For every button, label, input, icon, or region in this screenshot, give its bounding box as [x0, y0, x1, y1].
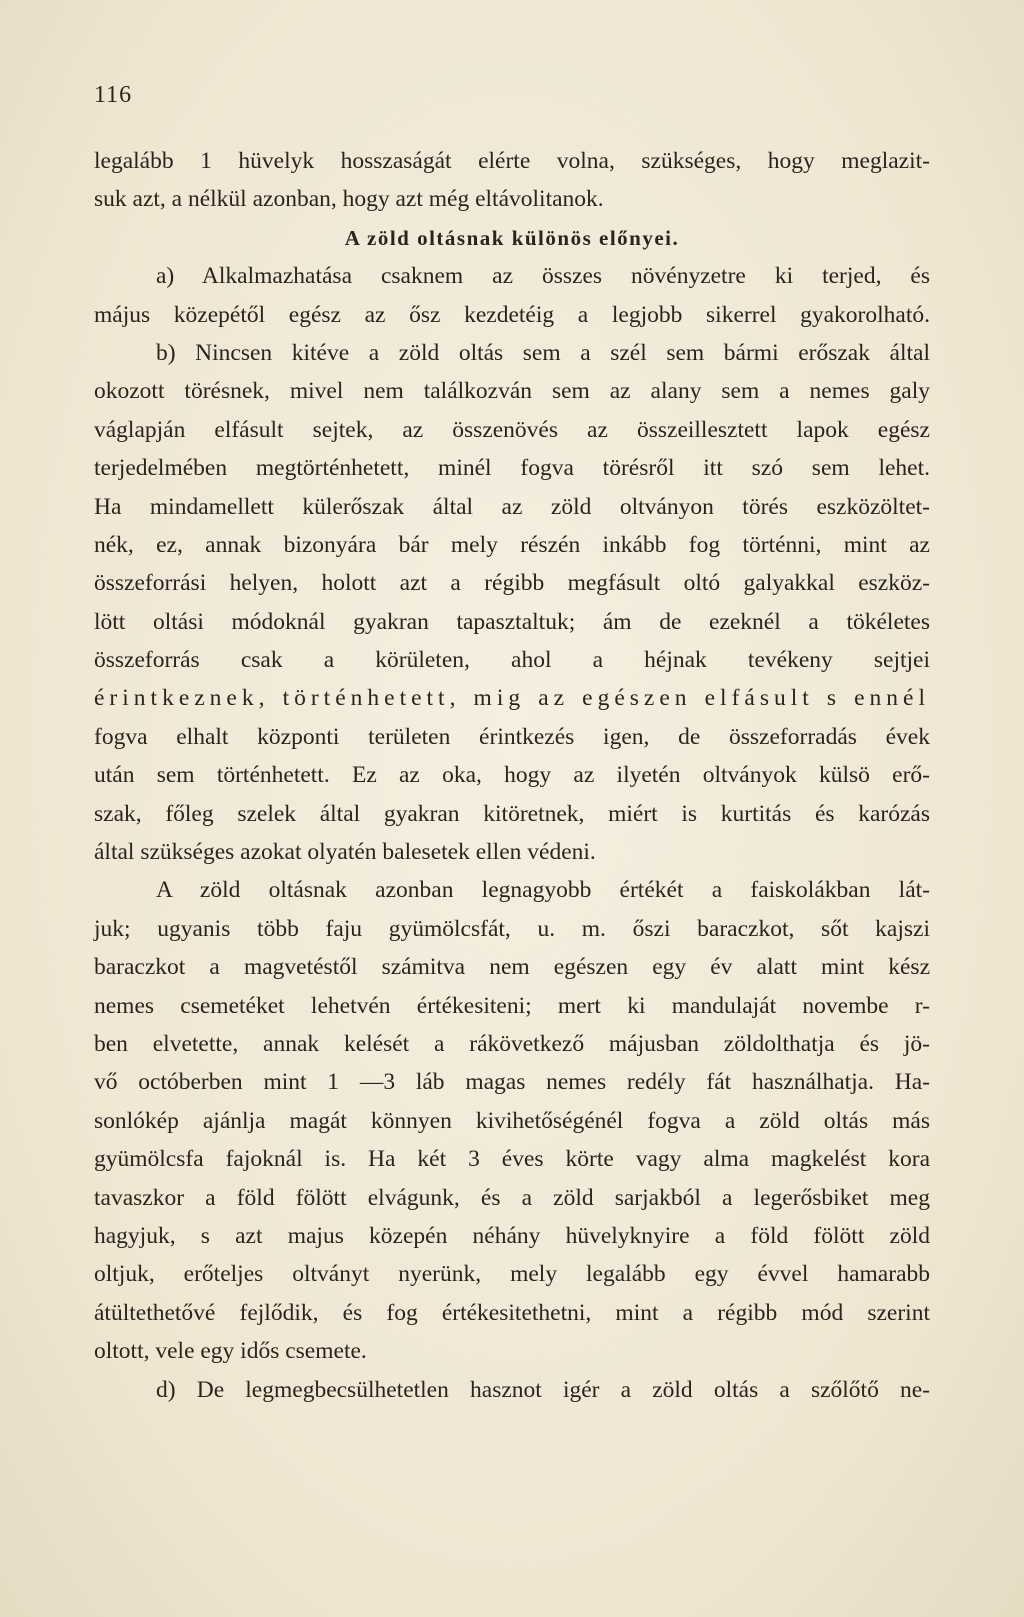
text-line: hagyjuk, s azt majus közepén néhány hüvelyknyire a föld fölött zöld: [94, 1222, 930, 1249]
text-line: sonlókép ajánlja magát könnyen kivihetőségénél fogva a zöld oltás más: [94, 1107, 930, 1134]
text-line: terjedelmében megtörténhetett, minél fogva törésről itt szó sem lehet.: [94, 455, 930, 482]
text-line: után sem történhetett. Ez az oka, hogy az ilyetén oltványok külsö erő-: [94, 762, 930, 789]
text-line: d) De legmegbecsülhetetlen hasznot igér a zöld oltás a szőlőtő ne-: [156, 1376, 930, 1403]
text-line: váglapján elfásult sejtek, az összenövés az összeillesztett lapok egész: [94, 416, 930, 443]
text-line: fogva elhalt központi területen érintkezés igen, de összeforradás évek: [94, 723, 930, 750]
text-line: oltott, vele egy idős csemete.: [94, 1338, 367, 1365]
text-line: átültethetővé fejlődik, és fog értékesitethetni, mint a régibb mód szerint: [94, 1299, 930, 1326]
text-line: oltjuk, erőteljes oltványt nyerünk, mely legalább egy évvel hamarabb: [94, 1261, 930, 1288]
text-line: lött oltási módoknál gyakran tapasztaltuk; ám de ezeknél a tökéletes: [94, 608, 930, 635]
text-line: szak, főleg szelek által gyakran kitöretnek, miért is kurtitás és karózás: [94, 800, 930, 827]
text-line: juk; ugyanis több faju gyümölcsfát, u. m. őszi baraczkot, sőt kajszi: [94, 915, 930, 942]
text-line: Ha mindamellett külerőszak által az zöld oltványon törés eszközöltet-: [94, 493, 930, 520]
text-line: érintkeznek, történhetett, mig az egészen elfásult s ennél: [94, 685, 930, 712]
text-line: gyümölcsfa fajoknál is. Ha két 3 éves körte vagy alma magkelést kora: [94, 1146, 930, 1173]
text-line: tavaszkor a föld fölött elvágunk, és a zöld sarjakból a legerősbiket meg: [94, 1184, 930, 1211]
page-text: [94, 142, 930, 1409]
text-line: b) Nincsen kitéve a zöld oltás sem a szél sem bármi erőszak által: [156, 339, 930, 366]
text-line: ben elvetette, annak kelését a rákövetkező májusban zöldolthatja és jö-: [94, 1030, 930, 1057]
text-line: nemes csemetéket lehetvén értékesiteni; mert ki mandulaját novembe r-: [94, 992, 930, 1019]
text-line: okozott törésnek, mivel nem találkozván sem az alany sem a nemes galy: [94, 378, 930, 405]
text-line: baraczkot a magvetéstől számitva nem egészen egy év alatt mint kész: [94, 954, 930, 981]
text-line: a) Alkalmazhatása csaknem az összes növényzetre ki terjed, és: [156, 263, 930, 290]
text-line: nék, ez, annak bizonyára bár mely részén inkább fog történni, mint az: [94, 531, 930, 558]
text-line: vő octóberben mint 1 —3 láb magas nemes redély fát használhatja. Ha-: [94, 1069, 930, 1096]
section-heading: A zöld oltásnak különös előnyei.: [344, 225, 680, 250]
text-line: május közepétől egész az ősz kezdetéig a legjobb sikerrel gyakorolható.: [94, 301, 930, 328]
page-number: 116: [94, 82, 133, 108]
text-line: A zöld oltásnak azonban legnagyobb értékét a faiskolákban lát-: [156, 877, 930, 904]
text-line: összeforrási helyen, holott azt a régibb megfásult oltó galyakkal eszköz-: [94, 570, 930, 597]
text-line: legalább 1 hüvelyk hosszaságát elérte volna, szükséges, hogy meglazit-: [94, 148, 930, 174]
text-line: összeforrás csak a körületen, ahol a héjnak tevékeny sejtjei: [94, 647, 930, 674]
text-line: által szükséges azokat olyatén balesetek ellen védeni.: [94, 839, 596, 866]
text-line: suk azt, a nélkül azonban, hogy azt még eltávolitanok.: [94, 186, 604, 213]
